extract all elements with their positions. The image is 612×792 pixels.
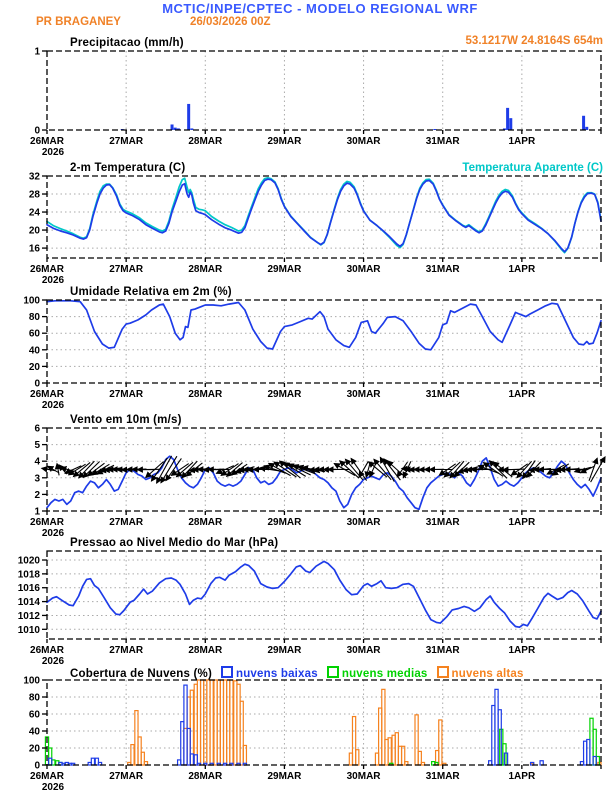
wind-arrow — [370, 462, 377, 477]
cloud-bar — [210, 680, 213, 765]
y-tick-label: 20 — [28, 361, 40, 373]
x-tick-label: 1APR — [508, 645, 536, 656]
station-name: PR BRAGANEY — [36, 16, 121, 28]
cloud-bar — [131, 745, 134, 765]
y-tick-label: 40 — [28, 726, 40, 738]
precip-bar — [190, 128, 193, 130]
x-tick-label: 1APR — [508, 389, 536, 400]
y-tick-label: 20 — [28, 225, 40, 237]
x-tick-label: 28MAR — [188, 645, 223, 656]
x-year-label: 2026 — [41, 147, 65, 158]
cloud-bar — [587, 740, 590, 766]
x-tick-label: 30MAR — [346, 771, 381, 782]
x-tick-label: 27MAR — [109, 264, 144, 275]
x-tick-label: 26MAR — [30, 517, 64, 528]
panel-border — [47, 300, 601, 383]
x-tick-label: 26MAR — [30, 771, 64, 782]
x-tick-label: 1APR — [508, 517, 536, 528]
x-tick-label: 26MAR — [30, 264, 64, 275]
x-tick-label: 27MAR — [109, 771, 144, 782]
y-tick-label: 20 — [28, 743, 40, 755]
x-tick-label: 27MAR — [109, 645, 144, 656]
location-coordinates: 53.1217W 24.8164S 654m — [465, 35, 603, 47]
panel-title-wind: Vento em 10m (m/s) — [70, 414, 182, 426]
x-tick-label: 30MAR — [346, 264, 381, 275]
panel-border — [47, 176, 601, 258]
precip-bar — [582, 116, 585, 130]
series-line — [47, 179, 601, 252]
run-datetime: 26/03/2026 00Z — [190, 16, 271, 28]
x-tick-label: 31MAR — [425, 264, 460, 275]
x-tick-label: 28MAR — [188, 771, 223, 782]
x-tick-label: 28MAR — [188, 517, 223, 528]
y-tick-label: 40 — [28, 345, 40, 357]
y-tick-label: 60 — [28, 328, 40, 340]
low-clouds-swatch-icon — [221, 666, 233, 678]
y-tick-label: 80 — [28, 692, 40, 704]
precip-bar — [187, 104, 190, 130]
x-tick-label: 28MAR — [188, 264, 223, 275]
x-year-label: 2026 — [41, 528, 65, 539]
y-tick-label: 6 — [34, 423, 40, 435]
precip-bar — [509, 118, 512, 130]
y-tick-label: 80 — [28, 312, 40, 324]
x-tick-label: 1APR — [508, 264, 536, 275]
x-tick-label: 30MAR — [346, 136, 381, 147]
y-tick-label: 5 — [34, 440, 40, 452]
series-line — [47, 301, 601, 350]
series-line — [47, 456, 601, 509]
cloud-bar — [230, 680, 233, 765]
mid-clouds-label: nuvens medias — [341, 668, 428, 680]
x-tick-label: 29MAR — [267, 517, 302, 528]
y-tick-label: 4 — [34, 456, 40, 468]
legend-mid-clouds — [327, 668, 428, 680]
y-tick-label: 60 — [28, 709, 40, 721]
x-tick-label: 26MAR — [30, 645, 64, 656]
panel-title-precipitation: Precipitacao (mm/h) — [70, 37, 184, 49]
cloud-bar — [91, 758, 94, 765]
y-tick-label: 1010 — [17, 624, 40, 636]
x-tick-label: 31MAR — [425, 517, 460, 528]
x-tick-label: 30MAR — [346, 517, 381, 528]
y-tick-label: 32 — [28, 171, 40, 183]
cloud-bar — [439, 720, 442, 765]
y-tick-label: 1016 — [17, 583, 40, 595]
cloud-bar — [356, 750, 359, 765]
x-tick-label: 27MAR — [109, 136, 144, 147]
x-tick-label: 26MAR — [30, 136, 64, 147]
x-tick-label: 29MAR — [267, 264, 302, 275]
y-tick-label: 1012 — [17, 610, 40, 622]
x-year-label: 2026 — [41, 275, 65, 286]
panel-title-temperature: 2-m Temperatura (C) — [70, 162, 186, 174]
x-year-label: 2026 — [41, 782, 65, 792]
clouds-title-text: Cobertura de Nuvens (%) — [70, 668, 212, 680]
x-tick-label: 31MAR — [425, 136, 460, 147]
cloud-bar — [593, 757, 596, 766]
x-tick-label: 29MAR — [267, 389, 302, 400]
panel-title-pressure: Pressao ao Nivel Medio do Mar (hPa) — [70, 537, 279, 549]
y-tick-label: 0 — [34, 125, 40, 137]
x-tick-label: 1APR — [508, 136, 536, 147]
x-tick-label: 31MAR — [425, 771, 460, 782]
x-tick-label: 30MAR — [346, 389, 381, 400]
y-tick-label: 100 — [23, 295, 40, 307]
y-tick-label: 1014 — [17, 597, 40, 609]
series-line — [47, 561, 601, 627]
panel-border — [47, 551, 601, 639]
legend-apparent-temperature: Temperatura Aparente (C) — [462, 162, 603, 174]
panel-border — [47, 51, 601, 130]
cloud-bar — [49, 758, 52, 765]
x-tick-label: 31MAR — [425, 389, 460, 400]
y-tick-label: 0 — [34, 378, 40, 390]
x-tick-label: 1APR — [508, 771, 536, 782]
y-tick-label: 1018 — [17, 569, 40, 581]
precip-bar — [433, 129, 436, 130]
x-tick-label: 26MAR — [30, 389, 64, 400]
cloud-bar — [190, 754, 193, 765]
x-tick-label: 29MAR — [267, 771, 302, 782]
y-tick-label: 0 — [34, 760, 40, 772]
x-tick-label: 28MAR — [188, 136, 223, 147]
x-tick-label: 31MAR — [425, 645, 460, 656]
high-clouds-swatch-icon — [437, 666, 449, 678]
panel-title-humidity: Umidade Relativa em 2m (%) — [70, 286, 232, 298]
y-tick-label: 16 — [28, 243, 40, 255]
high-clouds-label: nuvens altas — [451, 668, 524, 680]
panel-border — [47, 680, 601, 765]
y-tick-label: 1 — [34, 506, 40, 518]
y-tick-label: 24 — [28, 207, 40, 219]
x-tick-label: 29MAR — [267, 136, 302, 147]
x-tick-label: 27MAR — [109, 389, 144, 400]
x-tick-label: 30MAR — [346, 645, 381, 656]
legend-high-clouds — [437, 668, 524, 680]
cloud-bar — [243, 745, 246, 765]
y-tick-label: 100 — [23, 675, 40, 687]
x-tick-label: 29MAR — [267, 645, 302, 656]
precip-bar — [171, 124, 174, 130]
x-tick-label: 27MAR — [109, 517, 144, 528]
y-tick-label: 28 — [28, 189, 40, 201]
y-tick-label: 3 — [34, 473, 40, 485]
page-title: MCTIC/INPE/CPTEC - MODELO REGIONAL WRF — [162, 1, 478, 16]
legend-low-clouds — [221, 668, 318, 680]
x-year-label: 2026 — [41, 400, 65, 411]
precip-bar — [506, 108, 509, 130]
low-clouds-label: nuvens baixas — [235, 668, 318, 680]
cloud-bar — [388, 738, 391, 765]
mid-clouds-swatch-icon — [327, 666, 339, 678]
y-tick-label: 1 — [34, 46, 40, 58]
x-year-label: 2026 — [41, 656, 65, 667]
y-tick-label: 1020 — [17, 555, 40, 567]
y-tick-label: 2 — [34, 489, 40, 501]
panel-title-clouds — [70, 666, 524, 680]
x-tick-label: 28MAR — [188, 389, 223, 400]
